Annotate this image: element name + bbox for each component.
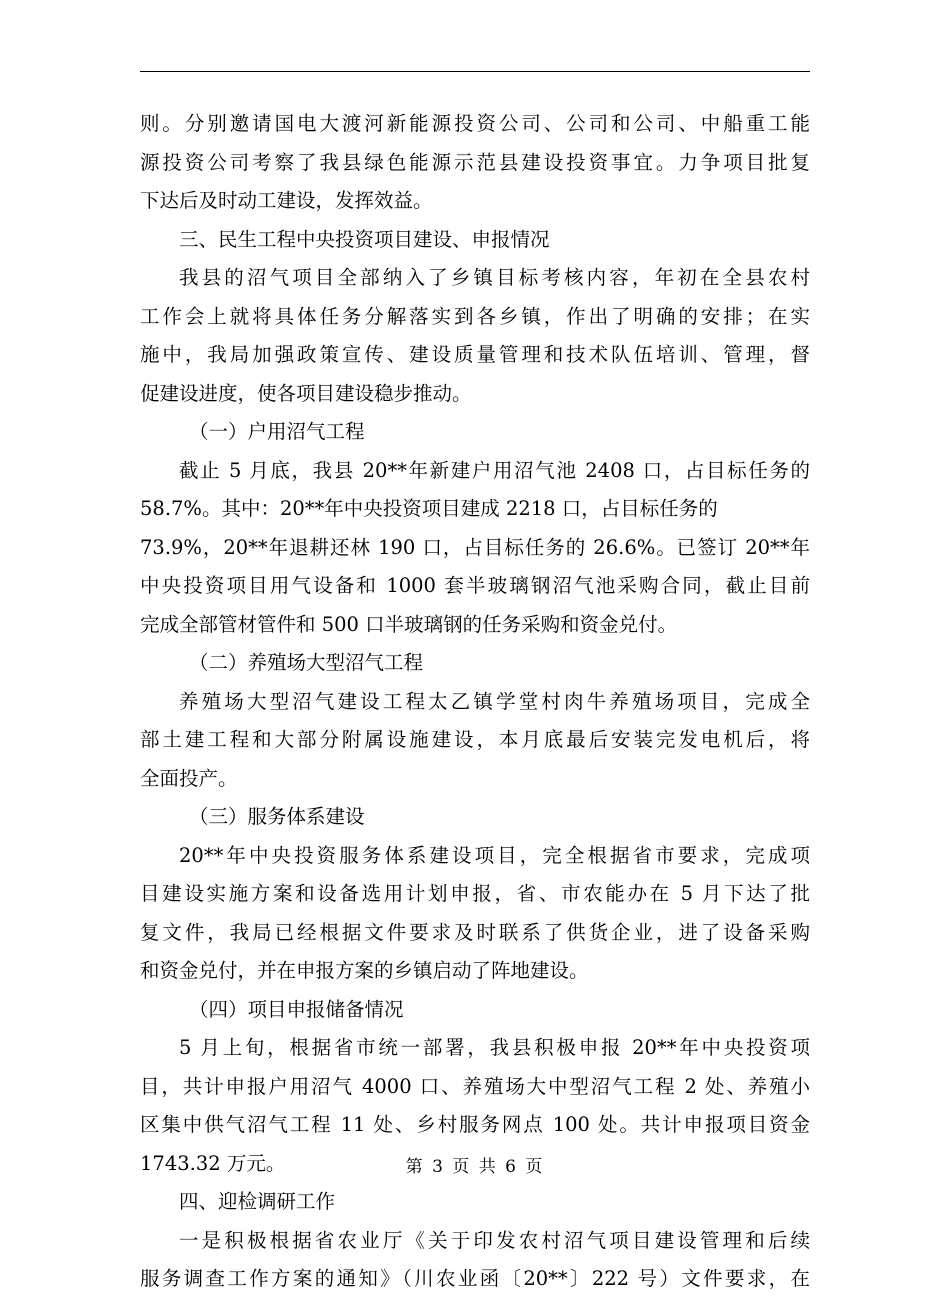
text-line: 目，共计申报户用沼气 4000 口、养殖场大中型沼气工程 2 处、养殖小	[140, 1074, 810, 1098]
text-line: 全面投产。	[140, 766, 238, 790]
text-line: 施中，我局加强政策宣传、建设质量管理和技术队伍培训、管理，督	[140, 343, 810, 366]
text-line: 目建设实施方案和设备选用计划申报，省、市农能办在 5 月下达了批	[140, 882, 810, 905]
text-line: 中央投资项目用气设备和 1000 套半玻璃钢沼气池采购合同，截止目前	[140, 574, 810, 597]
text-line: 和资金兑付，并在申报方案的乡镇启动了阵地建设。	[140, 959, 589, 982]
header-rule	[140, 71, 810, 72]
page-number-footer: 第 3 页 共 6 页	[405, 1157, 545, 1177]
text-line: 1743.32 万元。	[140, 1151, 286, 1175]
text-line: 下达后及时动工建设，发挥效益。	[140, 189, 433, 212]
subsection-heading: （二）养殖场大型沼气工程	[189, 651, 424, 674]
text-line: 5 月上旬，根据省市统一部署，我县积极申报 20**年中央投资项	[179, 1036, 810, 1059]
section-heading: 三、民生工程中央投资项目建设、申报情况	[179, 227, 550, 251]
text-line: 工作会上就将具体任务分解落实到各乡镇，作出了明确的安排；在实	[140, 304, 810, 328]
text-line: 复文件，我局已经根据文件要求及时联系了供货企业，进了设备采购	[140, 920, 810, 944]
subsection-heading: （四）项目申报储备情况	[189, 997, 404, 1021]
text-line: 58.7%。其中：20**年中央投资项目建成 2218 口，占目标任务的	[140, 497, 718, 520]
text-line: 完成全部管材管件和 500 口半玻璃钢的任务采购和资金兑付。	[140, 612, 678, 636]
text-line: 服务调查工作方案的通知》（川农业函〔20**〕222 号）文件要求，在	[140, 1267, 810, 1290]
text-line: 73.9%，20**年退耕还林 190 口，占目标任务的 26.6%。已签订 20**年	[140, 535, 810, 559]
text-line: 区集中供气沼气工程 11 处、乡村服务网点 100 处。共计申报项目资金	[140, 1113, 810, 1136]
text-line: 20**年中央投资服务体系建设项目，完全根据省市要求，完成项	[179, 843, 810, 867]
section-heading: 四、迎检调研工作	[179, 1190, 336, 1213]
text-line: 促建设进度，使各项目建设稳步推动。	[140, 381, 472, 405]
document-body	[140, 105, 810, 1299]
text-line: 截止 5 月底，我县 20**年新建户用沼气池 2408 口，占目标任务的	[179, 458, 810, 482]
text-line: 一是积极根据省农业厅《关于印发农村沼气项目建设管理和后续	[179, 1228, 810, 1252]
text-line: 源投资公司考察了我县绿色能源示范县建设投资事宜。力争项目批复	[140, 150, 810, 174]
text-line: 则。分别邀请国电大渡河新能源投资公司、公司和公司、中船重工能	[140, 112, 810, 135]
text-line: 部土建工程和大部分附属设施建设，本月底最后安装完发电机后，将	[140, 728, 810, 751]
text-line: 养殖场大型沼气建设工程太乙镇学堂村肉牛养殖场项目，完成全	[179, 689, 810, 713]
subsection-heading: （三）服务体系建设	[189, 805, 365, 828]
text-line: 我县的沼气项目全部纳入了乡镇目标考核内容，年初在全县农村	[179, 266, 810, 289]
subsection-heading: （一）户用沼气工程	[189, 420, 365, 443]
